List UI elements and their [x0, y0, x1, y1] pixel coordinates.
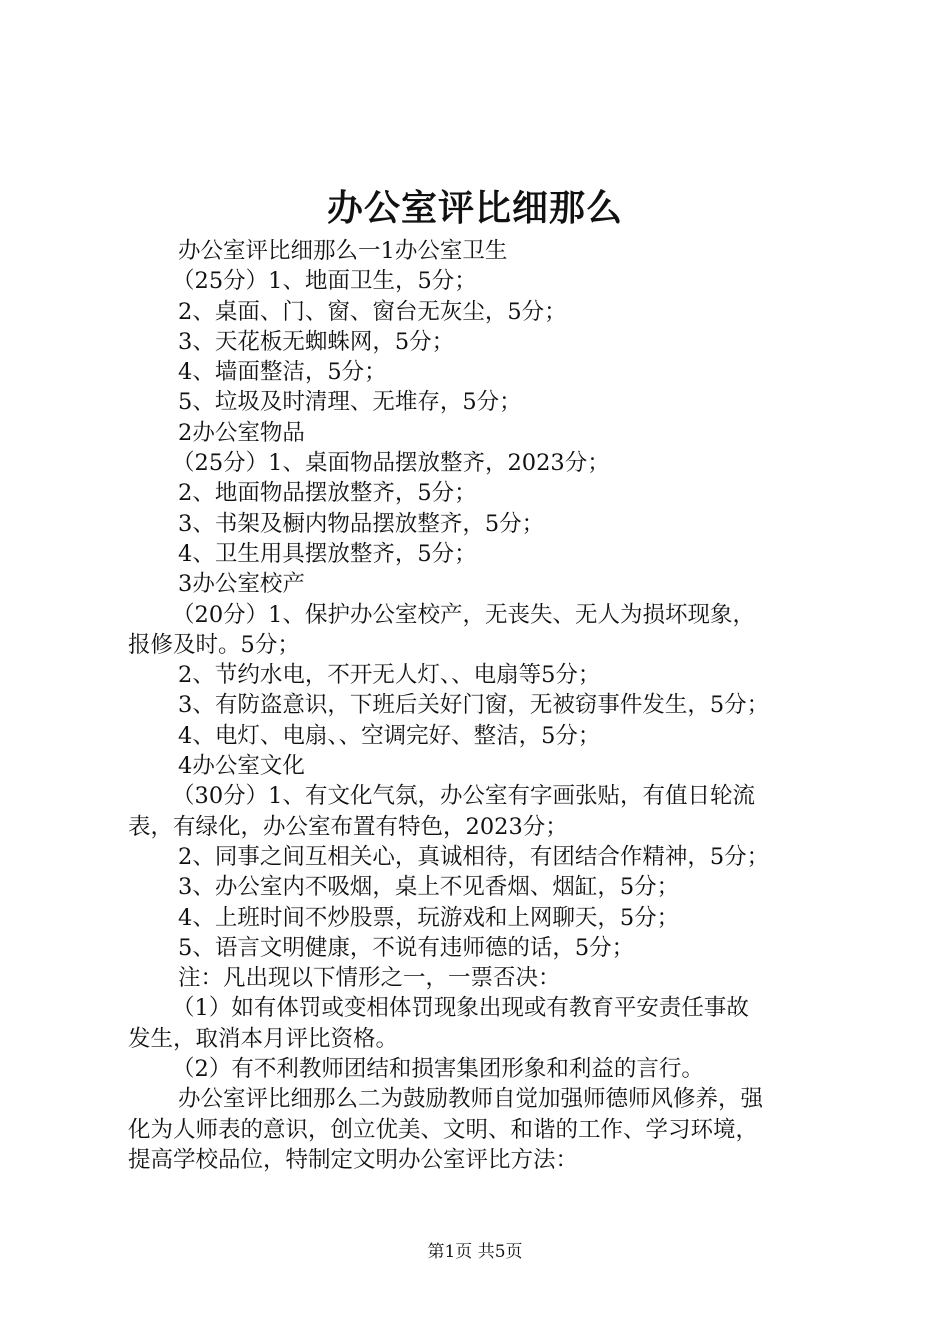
body-line: 4、卫生用具摆放整齐，5分；: [178, 540, 477, 567]
body-line: 5、语言文明健康，不说有违师德的话，5分；: [178, 934, 635, 961]
body-line: 发生，取消本月评比资格。: [128, 1025, 399, 1052]
body-line: 4、电灯、电扇、、空调完好、整洁，5分；: [178, 722, 601, 749]
body-line: 5、垃圾及时清理、无堆存，5分；: [178, 389, 522, 416]
body-line: （20分）1、保护办公室校产，无丧失、无人为损坏现象，: [172, 601, 755, 628]
body-line: 3办公室校产: [178, 571, 305, 598]
body-line: 2、同事之间互相关心，真诚相待，有团结合作精神，5分；: [178, 843, 770, 870]
body-line: 办公室评比细那么二为鼓励教师自觉加强师德师风修养，强: [178, 1086, 764, 1113]
body-line: 3、书架及橱内物品摆放整齐，5分；: [178, 510, 545, 537]
document-body: [128, 236, 834, 1175]
body-line: （2）有不利教师团结和损害集团形象和利益的言行。: [172, 1056, 704, 1083]
page-footer: 第1页 共5页: [427, 1242, 523, 1262]
body-line: （30分）1、有文化气氛，办公室有字画张贴，有值日轮流: [172, 783, 755, 810]
body-line: （25分）1、地面卫生，5分；: [172, 268, 477, 295]
document-title: 办公室评比细那么: [326, 187, 623, 229]
body-line: 2、桌面、门、窗、窗台无灰尘，5分；: [178, 298, 567, 325]
body-line: 报修及时。5分；: [128, 631, 300, 658]
body-line: 4办公室文化: [178, 753, 305, 780]
body-line: （25分）1、桌面物品摆放整齐，2023分；: [172, 450, 610, 477]
body-line: 办公室评比细那么一1办公室卫生: [178, 238, 508, 264]
body-line: 3、有防盗意识，下班后关好门窗，无被窃事件发生，5分；: [178, 692, 770, 719]
body-line: （1）如有体罚或变相体罚现象出现或有教育平安责任事故: [172, 995, 749, 1022]
body-line: 2、地面物品摆放整齐，5分；: [178, 480, 477, 507]
body-line: 表，有绿化，办公室布置有特色，2023分；: [128, 813, 568, 840]
body-line: 2、节约水电，不开无人灯、、电扇等5分；: [178, 662, 601, 689]
body-line: 提高学校品位，特制定文明办公室评比方法：: [128, 1146, 579, 1173]
body-line: 3、天花板无蜘蛛网，5分；: [178, 328, 455, 355]
body-line: 化为人师表的意识，创立优美、文明、和谐的工作、学习环境，: [128, 1116, 759, 1143]
body-line: 3、办公室内不吸烟，桌上不见香烟、烟缸，5分；: [178, 874, 680, 901]
body-line: 4、上班时间不炒股票，玩游戏和上网聊天，5分；: [178, 904, 680, 931]
body-line: 注：凡出现以下情形之一，一票否决：: [178, 965, 561, 992]
body-line: 4、墙面整洁，5分；: [178, 359, 387, 386]
body-line: 2办公室物品: [178, 419, 305, 446]
